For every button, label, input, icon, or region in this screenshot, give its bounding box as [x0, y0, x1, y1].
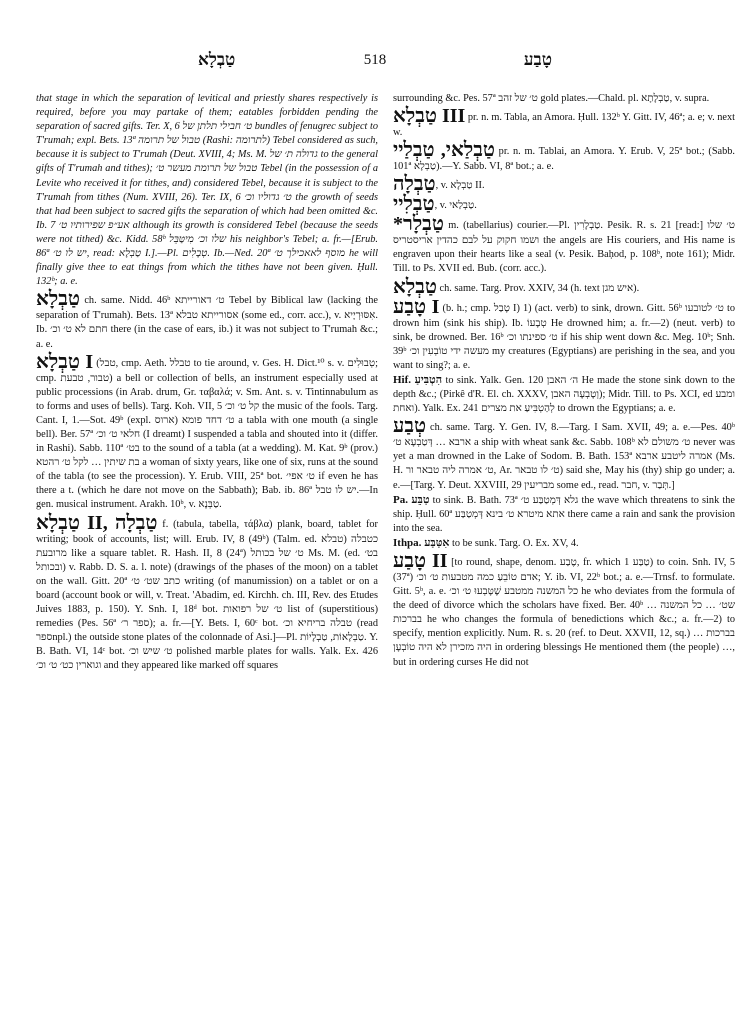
- dictionary-entry: [393, 140, 735, 174]
- dictionary-entry: [393, 106, 735, 140]
- entry-text: ch. same. Targ. Y. Gen. IV, 8.—Targ. I Sam. XVII, 49; a. e.—Pes. 40ᵇ ארבא … דְּטַבְעָא ט׳ a ship with wheat sank &c. Sabb. 108ᵇ ט׳ משולם לא never was yet a man drowned in the Lake of Sodom. B. Bath. 153ª אמרה ליטבע ארבא (Ms. H. ט׳ אמרה ליה טבאר ור, Ar. ט׳ לו טבאר) said she, May his (thy) ship go under; a. e.—[Targ. Y. Deut. XXVIII, 29 מבריעין some ed., read. חבר, v. תְּבַר.]: [393, 422, 735, 491]
- headword: טַבְלָא: [36, 288, 80, 311]
- entry-text: to be sunk. Targ. O. Ex. XV, 4.: [449, 537, 579, 549]
- dictionary-entry: [393, 277, 735, 297]
- running-head-left: טַבְלָא: [198, 50, 236, 69]
- headword: טַבְלָה: [393, 173, 436, 196]
- headword: טַבְלַאי, טַבְלַיי: [393, 139, 495, 162]
- dictionary-entry: [393, 297, 735, 373]
- entry-continuation: [393, 92, 735, 106]
- headword: Ithpa. אִטַּבַּע: [393, 536, 450, 549]
- headword: Hif. הִטְבִּיעַ: [393, 373, 443, 386]
- page-number: 518: [363, 52, 387, 68]
- left-column: [36, 92, 378, 1000]
- entry-text: ch. same. Nidd. 46ᵇ ט׳ דאורייתא Tebel by Biblical law (lacking the separation of T'rumah). Bets. 13ª אסורייתא טבלא (some ed., corr. acc.), v. אִסּוּרְיָיא. Ib. חתם לא ט׳ וכ׳ there (in the case of ears, ib.) it was not subject to T'rumah &c.; a. e.: [36, 295, 378, 350]
- entry-text: , v. טַבְלַאי.: [434, 200, 477, 212]
- dictionary-entry: [393, 493, 735, 536]
- entry-text: m. (tabellarius) courier.—Pl. טַבְלָרִין. Pesik. R. s. 21 [read:] ט׳ שלו ושמו חקוק על לבם כהדין אריסטריס the angels are His couriers, and His name is engraven upon their hearts like a seal (v. Pesik. Baḥod, p. 108ᵇ, note 161); Midr. Till. to Ps. XVII ed. Bub. (corr. acc.).: [393, 220, 735, 275]
- headword: טַבְלָא I: [36, 350, 94, 373]
- dictionary-entry: [393, 194, 735, 214]
- dictionary-entry: [393, 416, 735, 492]
- headword: Pa. טַבֵּע: [393, 493, 430, 506]
- headword: טָבַע II: [393, 549, 448, 572]
- dictionary-entry: [36, 289, 378, 351]
- dictionary-entry: [393, 174, 735, 194]
- headword: טְבַע: [393, 415, 427, 438]
- entry-text: (b. h.; cmp. טָבַל I) 1) (act. verb) to sink, drown. Gitt. 56ᵇ ט׳ לטובעו to drown him (sink his ship). Ib. טְבָעוֹ He drowned him; a. fr.—2) (neut. verb) to sink, be drowned. Ber. 16ᵇ ט׳ ספינתו וכ׳ if his ship went down &c. Meg. 10ᵇ; Snh. 39ᵇ מעשה ידי טוֹבְעִין וכ׳ my creatures (Egyptians) are perishing in the sea, and you want to sing?; a. e.: [393, 302, 735, 371]
- headword: טָבַע I: [393, 295, 440, 318]
- entry-text: (טבל, cmp. Aeth. טבלל to tie around, v. Ges. H. Dict.¹⁰ s. v. טְבוּלִים; cmp. טבור, טבעת) a bell or collection of bells, an instrument especially used at public processions (in Arab. drum, Gr. ταβαλά; v. Sm. Ant. s. v. Tintinnabulum as to forms and uses of bells). Targ. Koh. VII, 5 קל ט׳ וכ׳ the music of the fools. Targ. Cant. I, 1.—Sot. 49ᵇ (expl. ארוס) ט׳ דחד פומא a tabla with one mouth (a single bell). Ber. 57ª חלאי ט׳ וכ׳ (I dreamt) I suspended a tabla and shouted into it (differ. in Rashi). Sabb. 110ª בט׳ to the sound of a tabla (at a wedding). M. Kat. 9ᵇ (prov.) בת שיתין … לקל ט׳ רהטא a woman of sixty years, like one of six, runs at the sound of the tabla (to see the procession). Y. Erub. VIII, 25ª bot. ט׳ אפי׳ if even he has there a t. (which he dare not move on the Sabbath); Bab. ib. 86ª יש לו טבל.—In gen. musical instrument. Arakh. 10ᵇ, v. טַבְּנָא.: [36, 357, 378, 511]
- entry-text: pr. n. m. Tabla, an Amora. Ḥull. 132ᵇ Y. Gitt. IV, 46ª; a. e; v. next w.: [393, 112, 735, 139]
- headword: טַבְלִיי: [393, 193, 435, 216]
- entry-text: [to round, shape, denom. טֶבַע, fr. which טַבַּע 1) to coin. Snh. IV, 5 (37ª) אדם טוֹבֵעַ כמה מטבעות ט׳ וכ׳; Y. ib. VI, 22ᵇ bot.; a. e.—Trnsf. to formulate. Gitt. 5ᵇ, a. e. כל המשנה ממטבע שֶׁטָּבְעוּ ט׳ וכ׳ he who deviates from the formula of the deed of divorce which the scholars have fixed. Ber. 40ᵇ … שט׳ … כל המשנה בברכות he who changes the formula of benedictions which &c.; a. fr.—2) to specify, mention explicitly. Num. R. s. 20 (ref. to Deut. XXVII, 12, sq.) … בברכות היה מזכירן לא היה טוֹבְעָן in ordering blessings He mentioned them (the people) …, but in ordering curses He did not: [393, 556, 735, 668]
- entry-text: to sink. Yalk. Gen. 120 ה׳ האבן He made the stone sink down to the depth &c.; (Pirkê d'R. El. ch. XXXV, וְטָבְעָה האבן); Midr. Till. to Ps. XCI, ed ומבע ואחת). Yalk. Ex. 241 לְהַטְבִּיעַ את מצרים to drown the Egyptians; a. e.: [393, 374, 735, 415]
- entry-text: f. (tabula, tabella, τάβλα) plank, board, tablet for writing; book of accounts, list; will. Erub. IV, 8 (49ᵇ) (Talm. ed. טבלא) כטבלה מרובעת like a square tablet. R. Hash. II, 8 (24ª) ט׳ של בכותל Ms. M. (ed. בט׳ ובכותל) v. Rabb. D. S. a. l. note) (drawings of the phases of the moon) on a tablet on the wall. Gitt. 20ª כתב שט׳ ט׳ writing (of manumission) on a tablet or on a board (account book or will, v. Treat. 'Abadim, ed. Kirchh. ch. III, Rev. des Etudes Juives 1883, p. 150). Y. Snh. I, 18ᵈ bot. ט׳ של רפואות list of (superstitious) remedies (Pes. 56ª ספר ר׳); a. fr.—[Y. Bets. I, 60ᶜ bot. טבלה בריחיא וכ׳ (read ספרnpl.) the outside stone plates of the colonnade of Asi.]—Pl. טַבְלָאוֹת, טַבְלָיוֹת. Y. B. Bath. VI, 14ᶜ bot. ט׳ שיש וכ׳ polished marble plates for walls. Yalk. Ex. 426 וגוארין כט׳ ט׳ וכ׳ and they appeared like marked off squares: [36, 518, 378, 672]
- headword: *טַבְלָר: [393, 213, 444, 236]
- right-column: [393, 92, 735, 1000]
- entry-text: pr. n. m. Tablai, an Amora. Y. Erub. V, 25ª bot.; (Sabb. 101ª טַבְלָא).—Y. Sabb. VI, 8ª bot.; a. e.: [393, 146, 735, 173]
- dictionary-entry: [36, 513, 378, 674]
- entry-text: to sink. B. Bath. 73ª גלא דְּמְטַבַּע ט׳ the wave which threatens to sink the ship. Ḥull. 60ª אתא מיטרא ט׳ בינא דְּמְטַבַּע there came a rain and sank the provision into the sea.: [393, 494, 735, 534]
- entry-text: ch. same. Targ. Prov. XXIV, 34 (h. text איש מגן).: [436, 282, 640, 294]
- headword: טַבְלָא III: [393, 105, 466, 128]
- headword: טַבְלָא: [393, 275, 437, 298]
- headword: טַבְלָא II, טַבְלָה: [36, 511, 158, 534]
- dictionary-entry: [393, 536, 735, 551]
- dictionary-entry: [393, 551, 735, 670]
- entry-text: that stage in which the separation of levitical and priestly shares respectively is required, before you may partake of them; eatables forbidden pending the separation of sacred gifts. Ter. X, 6 ט׳ חבילי תלתן של bundles of fenugrec subject to T'rumah; expl. Bets. 13ª טבול של תרומה (Rashi: לתרומה) Tebel considered as such, because it is subject to T'rumah (Deut. XVIII, 4; Ms. M. גדולה ת׳ של to the general gifts of T'rumah and tithes); טבול של תרומת מעשר ט׳ Tebel (in the possession of a Levite who received it for tithes, and) considered Tebel, because it is subject to the T'rumah from tithes (Num. XVIII, 26). Ter. IX, 6 ט׳ גדוליו וכ׳ the growth of seeds that had been subject to sacred gifts the separation of which had been omitted &c. Ib. 7 אע״פ שפירותיו ט׳ although its growth is considered Tebel (because the seeds were not tithed) &c. Kidd. 58ᵇ שלו וכ׳ מִיטַּבֵּל his neighbor's Tebel; a. fr.—[Erub. 86ª יש לו ט׳, read: טַבְלָא I.].—Pl. טְבָלִים. Ib.—Ned. 20ª מוסף לאאכילך ט׳ he will finally give thee to eat things from which the tithes have not been given. Ḥull. 132ᵇ; a. e.: [36, 93, 378, 288]
- dictionary-entry: [393, 373, 735, 416]
- dictionary-entry: [36, 352, 378, 513]
- dictionary-entry: [393, 214, 735, 276]
- entry-text: surrounding &c. Pes. 57ª ט׳ של זהב gold plates.—Chald. pl. טַבְלָתָא, v. supra.: [393, 93, 710, 104]
- entry-text: , v. טַבְלָא II.: [435, 180, 485, 192]
- entry-continuation: [36, 92, 378, 289]
- running-head-right: טָבַע: [523, 50, 552, 69]
